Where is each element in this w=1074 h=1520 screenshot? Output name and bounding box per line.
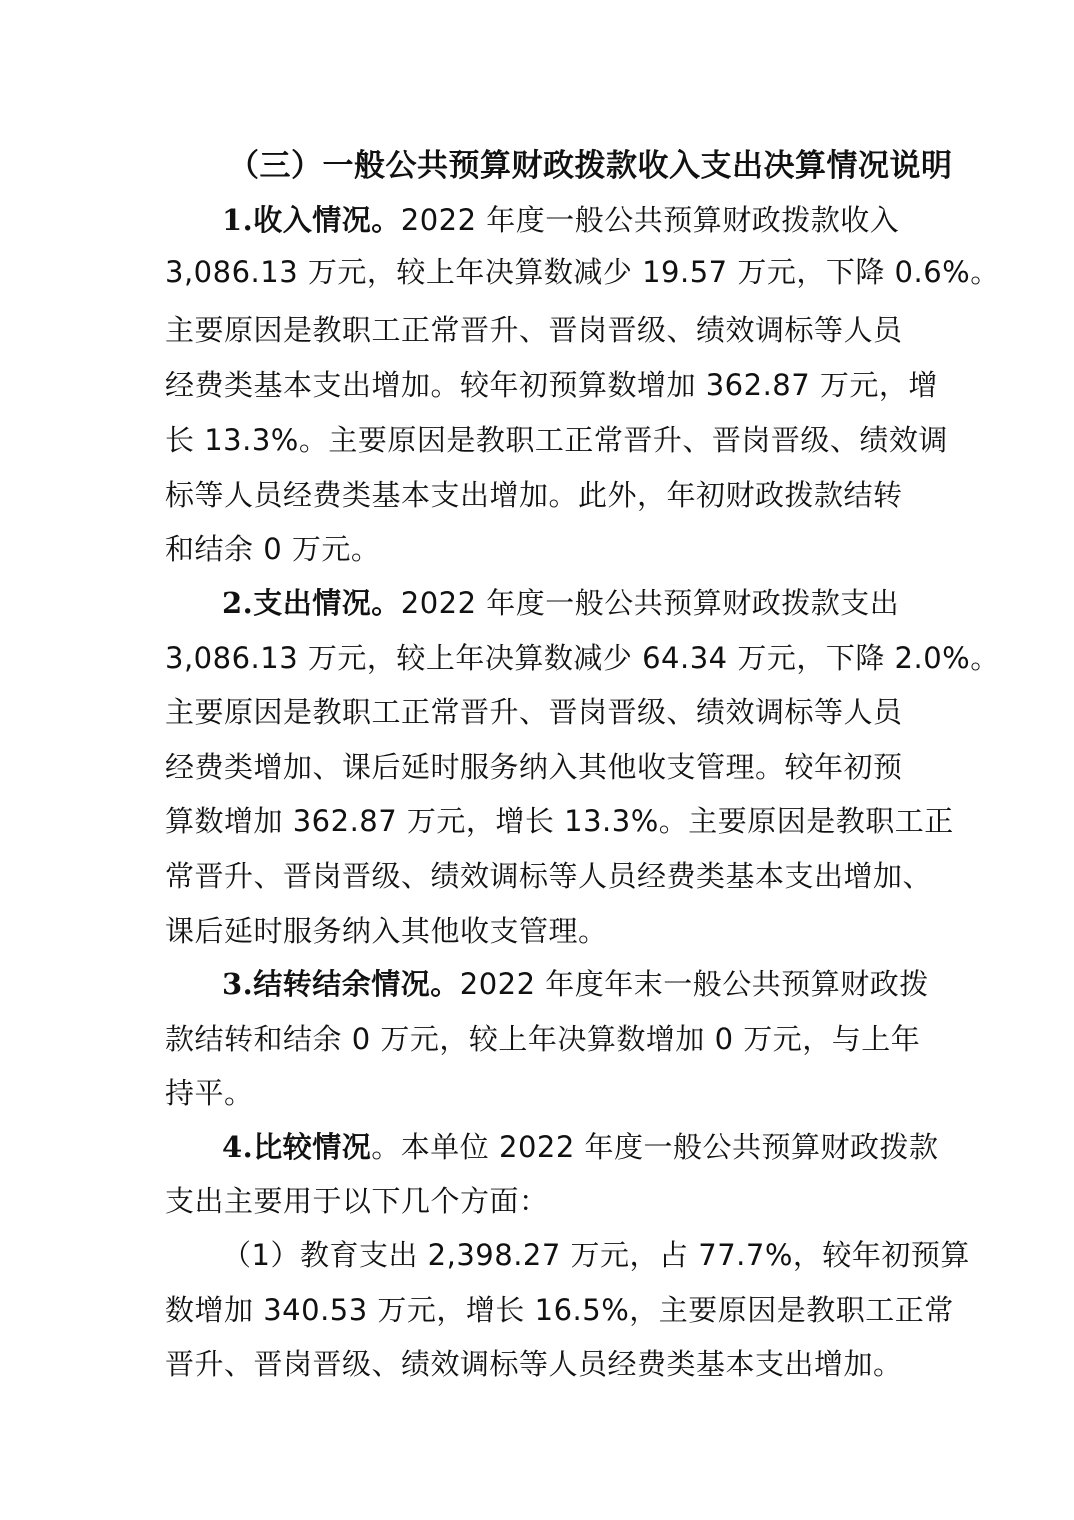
paragraph-line: 和结余 0 万元。	[165, 532, 381, 566]
paragraph-line	[222, 962, 929, 1003]
paragraph-line: 经费类基本支出增加。较年初预算数增加 362.87 万元，增	[165, 368, 938, 402]
paragraph-line: 主要原因是教职工正常晋升、晋岗晋级、绩效调标等人员	[165, 313, 903, 347]
paragraph-line: 晋升、晋岗晋级、绩效调标等人员经费类基本支出增加。	[165, 1347, 903, 1381]
paragraph-line: 常晋升、晋岗晋级、绩效调标等人员经费类基本支出增加、	[165, 859, 933, 893]
paragraph-line: 课后延时服务纳入其他收支管理。	[165, 914, 608, 948]
paragraph-line: 3,086.13 万元，较上年决算数减少 64.34 万元，下降 2.0%。	[165, 641, 1000, 675]
section-title: 2.支出情况。	[222, 586, 401, 620]
section-title: 1.收入情况。	[222, 203, 401, 237]
paragraph-line: 算数增加 362.87 万元，增长 13.3%。主要原因是教职工正	[165, 804, 954, 838]
paragraph-line: 经费类增加、课后延时服务纳入其他收支管理。较年初预	[165, 750, 903, 784]
paragraph-line	[222, 198, 899, 239]
paragraph-line: 支出主要用于以下几个方面：	[165, 1184, 549, 1218]
paragraph-text: 。本单位 2022 年度一般公共预算财政拨款	[371, 1130, 939, 1164]
paragraph-line: 标等人员经费类基本支出增加。此外，年初财政拨款结转	[165, 478, 903, 512]
section-heading: （三）一般公共预算财政拨款收入支出决算情况说明	[228, 148, 953, 184]
paragraph-line: 3,086.13 万元，较上年决算数减少 19.57 万元，下降 0.6%。	[165, 255, 1000, 289]
paragraph-line	[222, 581, 899, 622]
paragraph-text: 2022 年度一般公共预算财政拨款支出	[400, 586, 900, 620]
paragraph-line: 持平。	[165, 1076, 254, 1110]
paragraph-line: 主要原因是教职工正常晋升、晋岗晋级、绩效调标等人员	[165, 695, 903, 729]
paragraph-line: 款结转和结余 0 万元，较上年决算数增加 0 万元，与上年	[165, 1022, 921, 1056]
paragraph-text: 2022 年度一般公共预算财政拨款收入	[400, 203, 900, 237]
section-title: 4.比较情况	[222, 1130, 372, 1164]
paragraph-text: 2022 年度年末一般公共预算财政拨	[459, 967, 929, 1001]
paragraph-line	[222, 1125, 939, 1166]
section-title: 3.结转结余情况。	[222, 967, 460, 1001]
paragraph-line: 长 13.3%。主要原因是教职工正常晋升、晋岗晋级、绩效调	[165, 423, 948, 457]
paragraph-line: 数增加 340.53 万元，增长 16.5%，主要原因是教职工正常	[165, 1293, 954, 1327]
paragraph-line: （1）教育支出 2,398.27 万元，占 77.7%，较年初预算	[222, 1238, 970, 1272]
